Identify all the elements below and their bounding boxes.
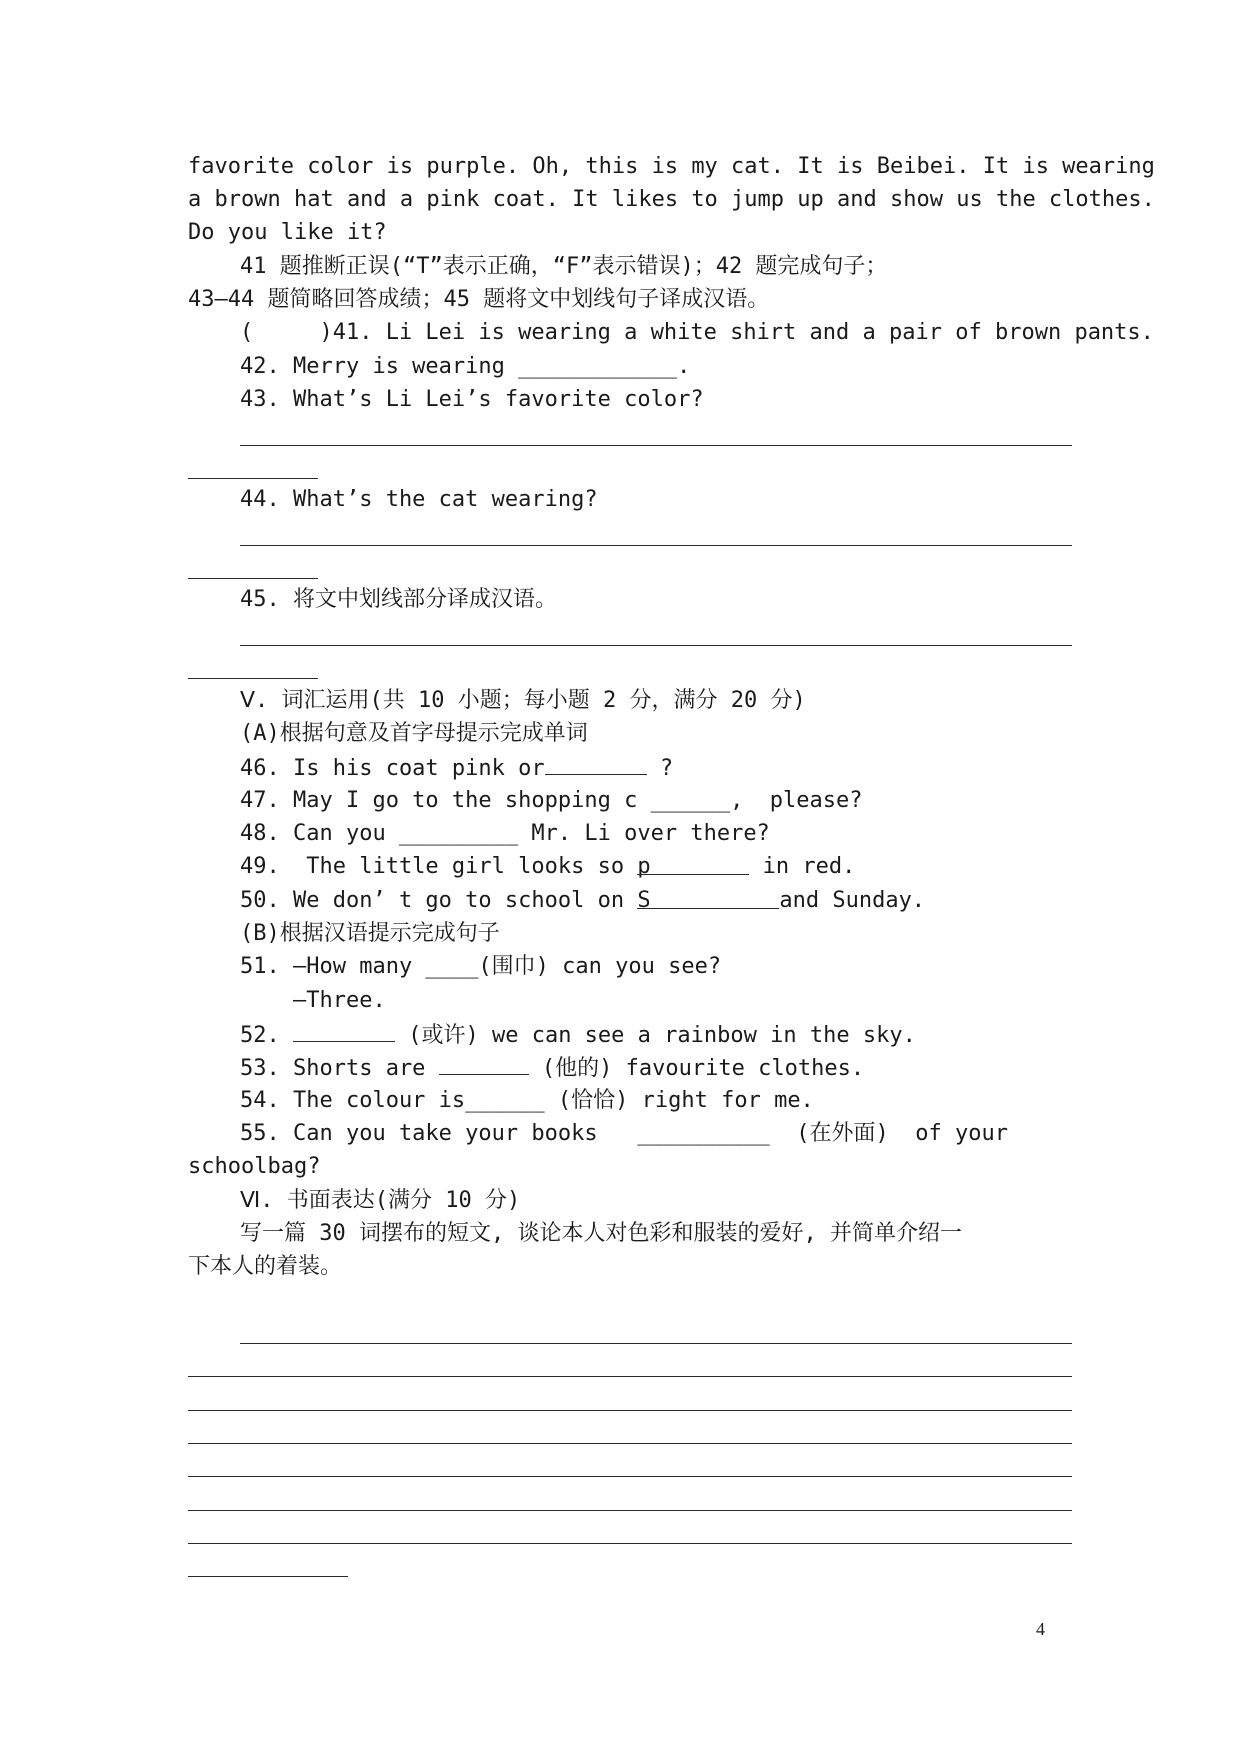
question-46 [240,752,673,784]
question-53-end: (他的) favourite clothes. [528,1056,865,1081]
question-49 [240,852,855,882]
question-49-text: 49. The little girl looks so [240,854,638,879]
writing-line-5 [188,1476,1072,1477]
question-50-text: 50. We don’ t go to school on [240,888,638,913]
question-53 [240,1052,864,1084]
question-47: 47. May I go to the shopping c ______, please? [240,788,863,813]
question-55-end: schoolbag? [188,1154,321,1179]
section-5-part-a: (A)根据句意及首字母提示完成单词 [240,721,588,746]
question-51: 51. —How many ____(围巾) can you see? [240,954,722,979]
question-44: 44. What’s the cat wearing? [240,487,598,512]
instructions-line-1: 41 题推断正误(“T”表示正确，“F”表示错误)；42 题完成句子； [240,254,888,279]
writing-line-1 [240,1343,1072,1344]
question-55: 55. Can you take your books __________ (在外面) of your [240,1121,1008,1146]
answer-line-45a [240,645,1072,646]
writing-prompt-2: 下本人的着装。 [188,1254,343,1279]
question-46-end: ? [646,756,674,781]
answer-line-44b [188,578,318,579]
question-43: 43. What’s Li Lei’s favorite color? [240,387,704,412]
question-48: 48. Can you _________ Mr. Li over there? [240,821,770,846]
question-41 [240,318,1154,348]
blank-49 [637,852,749,879]
question-49-end: in red. [749,854,856,879]
answer-line-43a [240,445,1072,446]
blank-52 [293,1019,395,1042]
question-52 [240,1019,916,1051]
question-51-answer: —Three. [240,988,386,1013]
writing-line-6 [188,1510,1072,1511]
answer-line-43b [188,478,318,479]
instructions-line-2: 43—44 题简略回答成绩；45 题将文中划线句子译成汉语。 [188,287,770,312]
answer-bracket: ( ) [240,320,333,345]
writing-line-4 [188,1443,1072,1444]
section-6-title: Ⅵ. 书面表达(满分 10 分) [240,1188,521,1213]
blank-50 [637,886,779,913]
blank-46 [545,752,647,775]
passage-line-3: Do you like it? [188,220,387,245]
writing-line-2 [188,1376,1072,1377]
question-54: 54. The colour is______ (恰恰) right for me. [240,1088,814,1113]
question-50 [240,886,925,916]
writing-line-3 [188,1410,1072,1411]
writing-line-7 [188,1543,1072,1544]
question-46-text: 46. Is his coat pink or [240,756,545,781]
initial-letter-50: S [637,888,651,913]
answer-line-44a [240,545,1072,546]
answer-line-45b [188,678,318,679]
writing-line-8 [188,1576,348,1577]
question-42: 42. Merry is wearing ____________. [240,354,691,379]
question-52-text: (或许) we can see a rainbow in the sky. [394,1023,916,1048]
question-41-text: 41. Li Lei is wearing a white shirt and a pair of brown pants. [332,320,1154,345]
initial-letter-49: p [637,854,651,879]
writing-prompt-1: 写一篇 30 词摆布的短文, 谈论本人对色彩和服装的爱好, 并简单介绍一 [240,1221,962,1246]
passage-line-2: a brown hat and a pink coat. It likes to jump up and show us the clothes. [188,187,1155,212]
question-50-end: and Sunday. [779,888,926,913]
page-number: 4 [1036,1619,1045,1639]
passage-line-1: favorite color is purple. Oh, this is my cat. It is Beibei. It is wearing [188,154,1155,179]
section-5-title: Ⅴ. 词汇运用(共 10 小题；每小题 2 分，满分 20 分) [240,688,806,713]
question-52-number: 52. [240,1023,293,1048]
question-53-text: 53. Shorts are [240,1056,439,1081]
blank-53 [439,1052,529,1075]
section-5-part-b: (B)根据汉语提示完成句子 [240,921,500,946]
question-45: 45. 将文中划线部分译成汉语。 [240,587,557,612]
